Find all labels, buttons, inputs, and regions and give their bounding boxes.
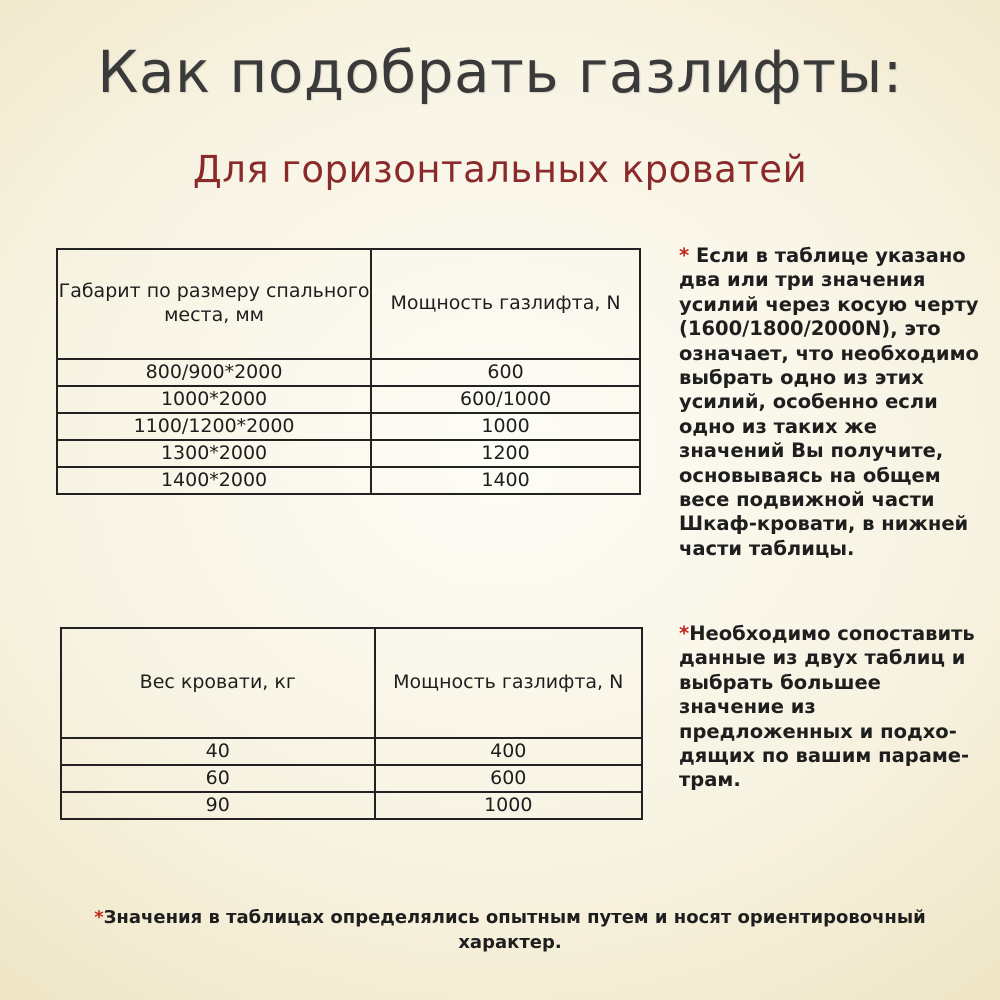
note-compare-tables bbox=[679, 622, 979, 793]
table-row bbox=[61, 792, 642, 819]
power-column-header: Мощность газлифта, N bbox=[371, 249, 640, 359]
size-column-header: Габарит по размеру спального места, мм bbox=[57, 249, 371, 359]
footer-disclaimer bbox=[60, 905, 960, 955]
weight-column-header: Вес кровати, кг bbox=[61, 628, 375, 738]
power-cell: 1200 bbox=[371, 440, 640, 467]
size-table-header-row bbox=[57, 249, 640, 359]
power-column-header: Мощность газлифта, N bbox=[375, 628, 642, 738]
size-cell: 1300*2000 bbox=[57, 440, 371, 467]
weight-cell: 60 bbox=[61, 765, 375, 792]
table-row bbox=[57, 413, 640, 440]
note-text: Необходимо сопоставить данные из двух таблиц и выбрать большее значение из предложенных и подходящих по вашим параметрам. bbox=[679, 622, 975, 792]
table-row bbox=[57, 386, 640, 413]
table-row bbox=[57, 440, 640, 467]
size-cell: 1400*2000 bbox=[57, 467, 371, 494]
power-cell: 600 bbox=[371, 359, 640, 386]
note-text: Если в таблице указано два или три значения усилий через косую черту (1600/1800/2000N), это означает, что необходимо выбрать одно из этих усилий, особенно если одно из таких же значений Вы получите, основываясь на общем весе подвижной части Шкаф-кровати, в нижней части таблицы. bbox=[679, 244, 979, 560]
footer-text: Значения в таблицах определялись опытным путем и носят ориентировочный характер. bbox=[103, 907, 926, 953]
weight-cell: 90 bbox=[61, 792, 375, 819]
power-cell: 1000 bbox=[371, 413, 640, 440]
table-row bbox=[57, 359, 640, 386]
size-table bbox=[56, 248, 641, 495]
size-cell: 800/900*2000 bbox=[57, 359, 371, 386]
note-marker: * bbox=[679, 244, 690, 267]
weight-table-header-row bbox=[61, 628, 642, 738]
table-row bbox=[57, 467, 640, 494]
note-multiple-values bbox=[679, 244, 979, 561]
power-cell: 1400 bbox=[371, 467, 640, 494]
weight-table bbox=[60, 627, 643, 820]
size-cell: 1100/1200*2000 bbox=[57, 413, 371, 440]
page-subtitle: Для горизонтальных кроватей bbox=[192, 148, 808, 191]
power-cell: 600 bbox=[375, 765, 642, 792]
table-row bbox=[61, 738, 642, 765]
power-cell: 400 bbox=[375, 738, 642, 765]
note-marker: * bbox=[679, 622, 690, 645]
size-cell: 1000*2000 bbox=[57, 386, 371, 413]
power-cell: 600/1000 bbox=[371, 386, 640, 413]
weight-cell: 40 bbox=[61, 738, 375, 765]
page-title: Как подобрать газлифты: bbox=[97, 38, 903, 106]
footer-marker: * bbox=[94, 907, 104, 928]
table-row bbox=[61, 765, 642, 792]
power-cell: 1000 bbox=[375, 792, 642, 819]
